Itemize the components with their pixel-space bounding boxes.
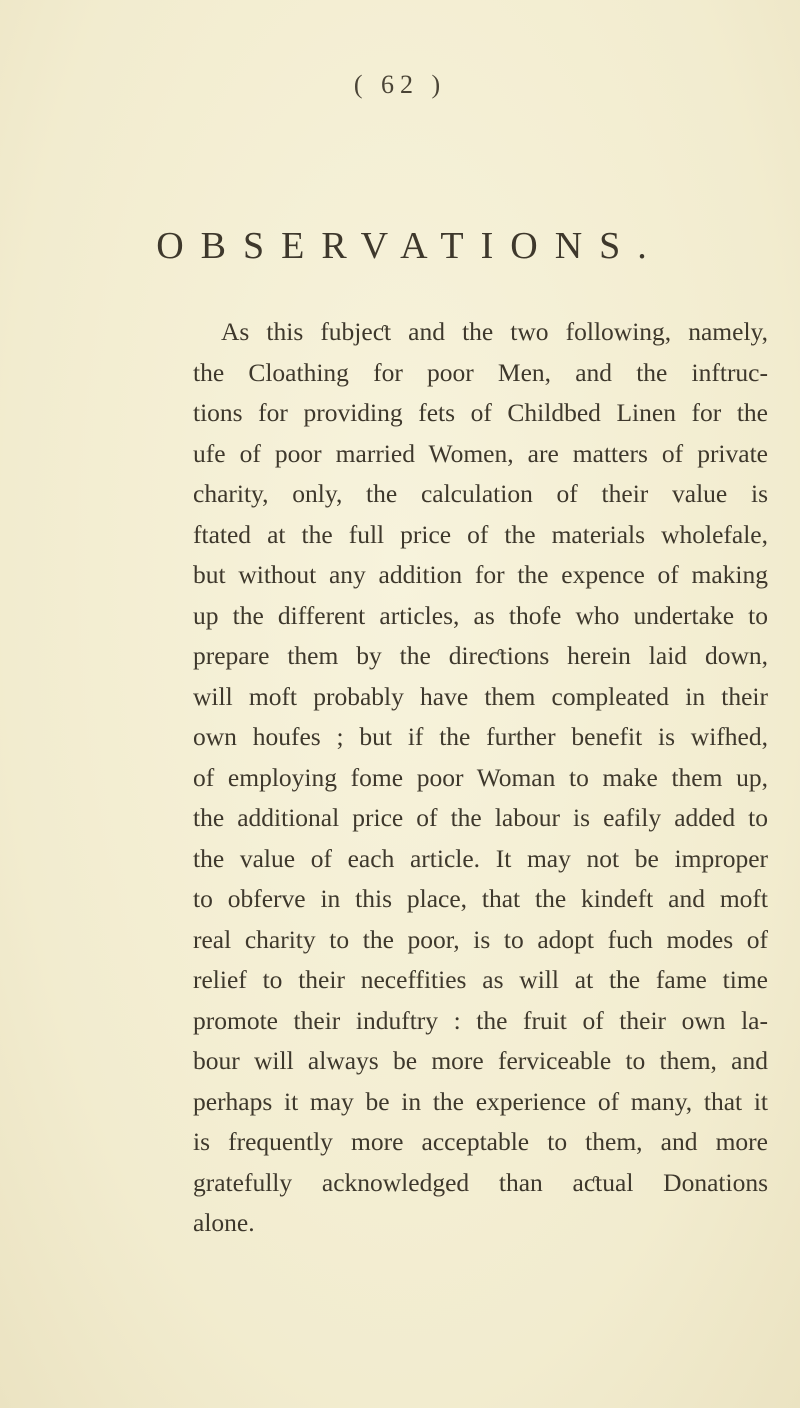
text-line: bour will always be more ferviceable to them, and (193, 1046, 768, 1075)
body-paragraph (193, 312, 768, 1244)
text-line: gratefully acknowledged than aƈtual Donations (193, 1167, 768, 1197)
text-line: tions for providing fets of Childbed Linen for the (193, 398, 768, 427)
text-line: real charity to the poor, is to adopt fuch modes of (193, 924, 768, 954)
text-line: ftated at the full price of the materials wholefale, (193, 519, 768, 549)
text-line: but without any addition for the expence of making (193, 560, 768, 589)
text-line: charity, only, the calculation of their value is (193, 479, 768, 508)
text-line: alone. (193, 1208, 255, 1237)
text-line: will moft probably have them compleated in their (193, 681, 768, 711)
text-line: the Cloathing for poor Men, and the inftruc- (193, 357, 768, 387)
text-line: prepare them by the direƈtions herein laid down, (193, 641, 768, 670)
text-line: As this fubjeƈt and the two following, namely, (221, 317, 768, 346)
text-line: the additional price of the labour is eafily added to (193, 803, 768, 832)
text-line: the value of each article. It may not be improper (193, 843, 768, 873)
page-heading: OBSERVATIONS. (156, 225, 664, 267)
text-line: is frequently more acceptable to them, and more (193, 1127, 768, 1156)
text-line: of employing fome poor Woman to make them up, (193, 762, 768, 792)
page-number: ( 62 ) (353, 70, 447, 99)
text-line: perhaps it may be in the experience of many, that it (193, 1086, 768, 1116)
text-line: own houfes ; but if the further benefit is wifhed, (193, 722, 768, 751)
text-line: relief to their neceffities as will at the fame time (193, 965, 768, 994)
text-line: ufe of poor married Women, are matters of private (193, 438, 768, 468)
text-line: up the different articles, as thofe who undertake to (193, 600, 768, 630)
text-line: promote their induftry : the fruit of their own la- (193, 1005, 768, 1035)
text-line: to obferve in this place, that the kindeft and moft (193, 884, 768, 913)
